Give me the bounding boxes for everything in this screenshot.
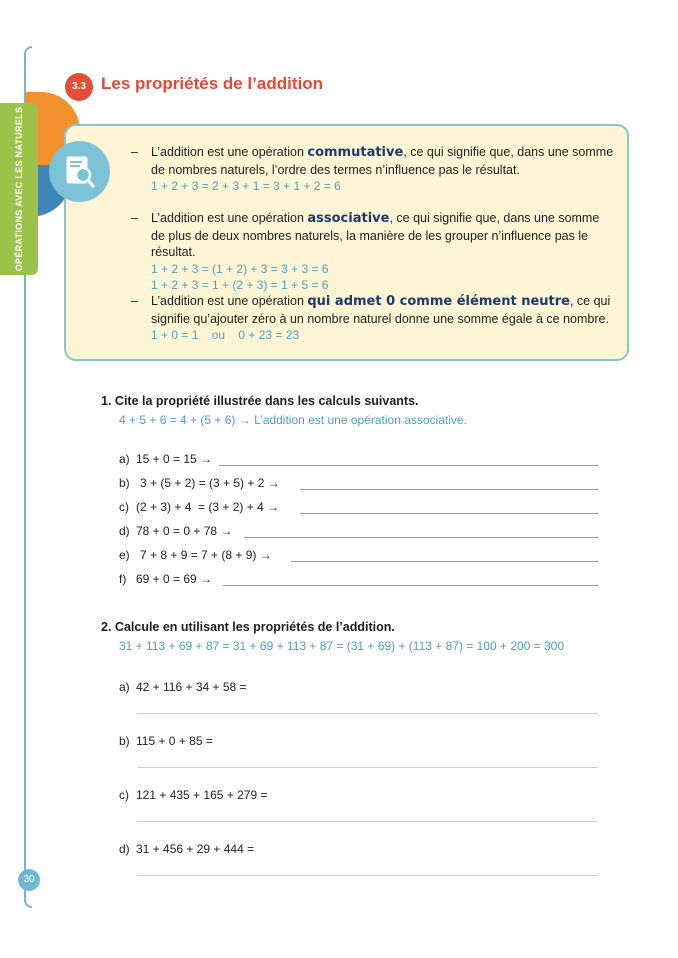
rule-example: 1 + 0 = 1 ou 0 + 23 = 23	[151, 328, 300, 342]
rule-text	[151, 293, 616, 327]
answer-line[interactable]	[137, 713, 598, 714]
exercise-1-item-c	[119, 500, 599, 516]
exercise-1-item-e	[119, 548, 599, 564]
rule-commutative	[131, 144, 616, 194]
rule-prefix: L’addition est une opération	[151, 211, 308, 225]
rule-example: 1 + 2 + 3 = 2 + 3 + 1 = 3 + 1 + 2 = 6	[151, 179, 341, 193]
rule-prefix: L’addition est une opération	[151, 145, 308, 159]
exercise-1-item-a	[119, 452, 599, 468]
answer-line[interactable]	[219, 465, 599, 466]
item-letter: c)	[119, 788, 129, 802]
exercise-2-example: 31 + 113 + 69 + 87 = 31 + 69 + 113 + 87 = (31 + 69) + (113 + 87) = 100 + 200 = 300	[119, 639, 565, 653]
item-letter: b)	[119, 734, 130, 748]
exercise-1-heading	[101, 394, 419, 408]
exercise-2-item-c	[119, 788, 267, 802]
exercise-1-item-d	[119, 524, 599, 540]
exercise-2-heading	[101, 620, 395, 634]
item-expression: (2 + 3) + 4 = (3 + 2) + 4 →	[136, 500, 280, 514]
rule-example: 1 + 2 + 3 = (1 + 2) + 3 = 3 + 3 = 6	[151, 261, 329, 276]
exercise-1-item-f	[119, 572, 599, 588]
answer-line[interactable]	[137, 767, 598, 768]
answer-line[interactable]	[137, 821, 598, 822]
rule-dash: –	[131, 145, 138, 159]
exercise-1-example: 4 + 5 + 6 = 4 + (5 + 6) → L’addition est une opération associative.	[119, 413, 467, 427]
item-letter: b)	[119, 476, 130, 490]
item-expression: 69 + 0 = 69 →	[136, 572, 213, 586]
item-letter: a)	[119, 680, 130, 694]
item-letter: a)	[119, 452, 130, 466]
exercise-1-item-b	[119, 476, 599, 492]
rule-prefix: L’addition est une opération	[151, 294, 308, 308]
answer-line[interactable]	[223, 585, 599, 586]
item-expression: 42 + 116 + 34 + 58 =	[136, 680, 247, 694]
item-expression: 31 + 456 + 29 + 444 =	[136, 842, 255, 856]
item-letter: d)	[119, 842, 130, 856]
rule-example: 1 + 2 + 3 = 1 + (2 + 3) = 1 + 5 = 6	[151, 277, 329, 292]
page-number: 30	[18, 869, 40, 891]
item-expression: 78 + 0 = 0 + 78 →	[136, 524, 233, 538]
item-expression: 121 + 435 + 165 + 279 =	[136, 788, 268, 802]
item-letter: f)	[119, 572, 127, 586]
exercise-instruction: Calcule en utilisant les propriétés de l’addition.	[114, 620, 395, 634]
rule-text	[151, 144, 616, 178]
answer-line[interactable]	[291, 561, 599, 562]
rule-associative	[131, 210, 616, 293]
exercise-instruction: Cite la propriété illustrée dans les calculs suivants.	[114, 394, 419, 408]
rule-suffix: , ce qui signifie que, dans une somme de plus de deux nombres naturels, la manière de les grouper n’influence pas le résultat.	[151, 211, 600, 259]
section-number-badge: 3.3	[65, 73, 93, 101]
item-expression: 115 + 0 + 85 =	[136, 734, 213, 748]
answer-line[interactable]	[137, 875, 598, 876]
answer-line[interactable]	[300, 489, 599, 490]
item-expression: 15 + 0 = 15 →	[136, 452, 213, 466]
rule-neutral-element	[131, 293, 616, 343]
item-letter: c)	[119, 500, 129, 514]
item-expression: 3 + (5 + 2) = (3 + 5) + 2 →	[140, 476, 280, 490]
rule-term: qui admet 0 comme élément neutre	[307, 294, 570, 309]
answer-line[interactable]	[300, 513, 599, 514]
rule-dash: –	[131, 211, 138, 225]
exercise-number: 2.	[101, 620, 112, 634]
magnifier-document-icon	[49, 141, 110, 202]
answer-line[interactable]	[244, 537, 599, 538]
rule-suffix: , ce qui signifie qu’ajouter zéro à un nombre naturel donne une somme égale à ce nombre.	[151, 294, 611, 326]
item-letter: d)	[119, 524, 130, 538]
exercise-2-item-a	[119, 680, 247, 694]
rule-term: commutative	[307, 145, 404, 160]
exercise-2-item-b	[119, 734, 213, 748]
section-title: Les propriétés de l’addition	[101, 74, 323, 93]
item-expression: 7 + 8 + 9 = 7 + (8 + 9) →	[140, 548, 272, 562]
rule-suffix: , ce qui signifie que, dans une somme de nombres naturels, l’ordre des termes n’influence pas le résultat.	[151, 145, 614, 177]
rule-dash: –	[131, 294, 138, 308]
item-letter: e)	[119, 548, 130, 562]
exercise-number: 1.	[101, 394, 112, 408]
exercise-2-item-d	[119, 842, 254, 856]
rule-text	[151, 210, 616, 261]
rule-term: associative	[307, 211, 390, 226]
chapter-title: OPÉRATIONS AVEC LES NATURELS	[14, 106, 24, 272]
